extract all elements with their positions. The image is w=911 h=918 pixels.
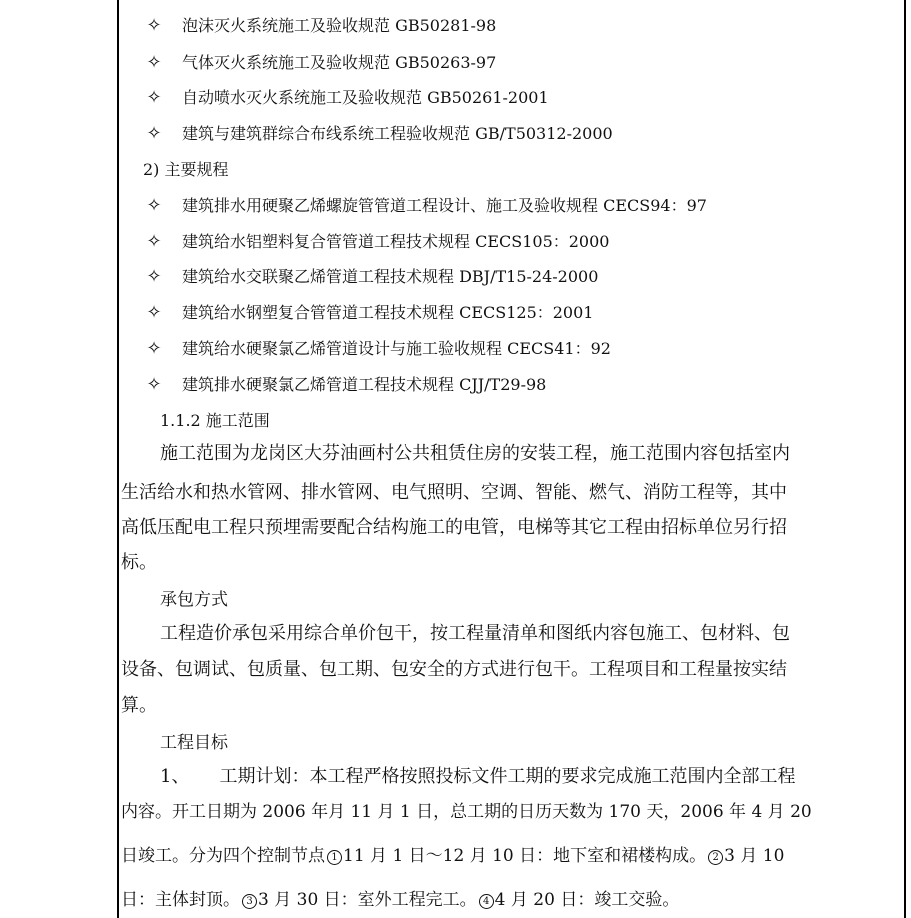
regulations-heading: 2) 主要规程 — [143, 160, 229, 179]
diamond-bullet-icon: ✧ — [146, 302, 162, 323]
diamond-bullet-icon: ✧ — [146, 374, 162, 395]
standard-text: 泡沫灭火系统施工及验收规范 GB50281-98 — [182, 16, 497, 35]
scope-line: 标。 — [121, 552, 157, 573]
diamond-bullet-icon: ✧ — [146, 52, 162, 73]
diamond-bullet-icon: ✧ — [146, 123, 162, 144]
regulation-text: 建筑排水硬聚氯乙烯管道工程技术规程 CJJ/T29-98 — [182, 375, 547, 394]
contract-heading: 承包方式 — [160, 590, 228, 610]
goal-text: 日竣工。分为四个控制节点 — [121, 846, 325, 866]
goal-text: 日：主体封顶。 — [121, 890, 240, 910]
goal-text: 3 月 30 日：室外工程完工。 — [258, 890, 477, 910]
goal-line — [121, 890, 805, 910]
goal-item-number: 1、 — [160, 766, 190, 787]
contract-line: 算。 — [121, 695, 157, 716]
contract-line: 设备、包调试、包质量、包工期、包安全的方式进行包干。工程项目和工程量按实结 — [121, 659, 787, 680]
diamond-bullet-icon: ✧ — [146, 266, 162, 287]
page-border-left — [117, 0, 119, 918]
regulation-text: 建筑排水用硬聚乙烯螺旋管管道工程设计、施工及验收规程 CECS94：97 — [182, 196, 707, 215]
regulation-text: 建筑给水交联聚乙烯管道工程技术规程 DBJ/T15-24-2000 — [182, 267, 599, 286]
diamond-bullet-icon: ✧ — [146, 15, 162, 36]
standard-text: 建筑与建筑群综合布线系统工程验收规范 GB/T50312-2000 — [182, 124, 613, 143]
circled-number-icon: 4 — [479, 894, 494, 909]
regulation-text: 建筑给水铝塑料复合管管道工程技术规程 CECS105：2000 — [182, 232, 610, 251]
scope-line: 施工范围为龙岗区大芬油画村公共租赁住房的安装工程，施工范围内容包括室内 — [160, 443, 790, 464]
circled-number-icon: 2 — [708, 850, 723, 865]
goal-text: 3 月 10 — [724, 846, 785, 866]
standard-text: 自动喷水灭火系统施工及验收规范 GB50261-2001 — [182, 88, 549, 107]
contract-line: 工程造价承包采用综合单价包干，按工程量清单和图纸内容包施工、包材料、包 — [160, 623, 790, 644]
regulation-text: 建筑给水钢塑复合管管道工程技术规程 CECS125：2001 — [182, 303, 594, 322]
goal-item-text: 工期计划：本工程严格按照投标文件工期的要求完成施工范围内全部工程 — [219, 766, 796, 787]
page-border-right — [904, 0, 906, 918]
diamond-bullet-icon: ✧ — [146, 195, 162, 216]
goal-line — [121, 846, 805, 866]
scope-line: 高低压配电工程只预埋需要配合结构施工的电管，电梯等其它工程由招标单位另行招 — [121, 517, 787, 538]
diamond-bullet-icon: ✧ — [146, 87, 162, 108]
circled-number-icon: 1 — [327, 850, 342, 865]
goal-line: 内容。开工日期为 2006 年月 11 月 1 日，总工期的日历天数为 170 天，2006 年 4 月 20 — [121, 802, 812, 822]
scope-heading: 1.1.2 施工范围 — [160, 411, 270, 430]
goal-heading: 工程目标 — [160, 733, 228, 753]
scope-line: 生活给水和热水管网、排水管网、电气照明、空调、智能、燃气、消防工程等，其中 — [121, 482, 787, 503]
goal-line — [160, 767, 844, 787]
goal-text: 11 月 1 日～12 月 10 日：地下室和裙楼构成。 — [343, 846, 707, 866]
circled-number-icon: 3 — [242, 894, 257, 909]
regulation-text: 建筑给水硬聚氯乙烯管道设计与施工验收规程 CECS41：92 — [182, 339, 611, 358]
standard-text: 气体灭火系统施工及验收规范 GB50263-97 — [182, 53, 497, 72]
goal-text: 4 月 20 日：竣工交验。 — [494, 890, 680, 910]
diamond-bullet-icon: ✧ — [146, 231, 162, 252]
diamond-bullet-icon: ✧ — [146, 338, 162, 359]
